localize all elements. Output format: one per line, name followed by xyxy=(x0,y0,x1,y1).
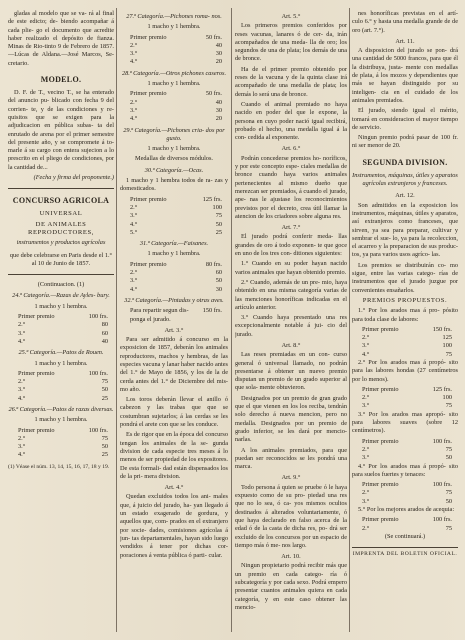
section-title: SEGUNDA DIVISION. xyxy=(362,157,448,167)
prize-value: 40 xyxy=(215,98,222,106)
prize-label: 4.° xyxy=(362,350,370,358)
imprint: IMPRENTA DEL BOLETIN OFICIAL. xyxy=(352,547,458,558)
prize-label: 3.° xyxy=(18,386,26,394)
concurso-title: CONCURSO AGRICOLA xyxy=(12,196,110,206)
prize-row xyxy=(362,489,458,497)
column-4 xyxy=(352,10,458,630)
prize-row xyxy=(18,338,114,346)
prize-row xyxy=(18,451,114,459)
prize-label: Primer premio xyxy=(18,426,55,434)
prize-row xyxy=(130,269,228,277)
prize-value: 50 frs. xyxy=(205,90,222,98)
article-heading: Art. 12. xyxy=(395,192,415,200)
article-heading: Art. 3.° xyxy=(164,326,184,334)
prize-row xyxy=(130,107,228,115)
prize-row xyxy=(130,58,228,66)
article-heading: Art. 6.° xyxy=(281,145,301,153)
prize-value: 80 frs. xyxy=(205,260,222,268)
prize-heading: 2.° Por los arados mas á propó- sito para las labores hondas (27 centímetros por lo menos). xyxy=(352,358,458,383)
article-text: Es de rigor que en la época del concurso tengan los animales de la se- gunda division de cada especie tres meses á lo menos de ser propiedad de los expositores. De esta formali- dad están dispensados los de la pri- mera division. xyxy=(120,431,228,480)
divider xyxy=(8,274,114,275)
prize-row xyxy=(362,525,458,533)
prize-label: 4.° xyxy=(130,58,138,66)
prize-label: 3.° xyxy=(130,212,138,220)
category-heading: 25.ª Categoría.—Patos de Rouen. xyxy=(18,349,104,357)
article-text: El jurado, siendo igual el mérito, tomará en consideracion el mayor tiempo de servicio. xyxy=(352,107,458,131)
prize-row xyxy=(130,204,228,212)
category-heading: 29.ª Categoría.—Pichones cria- dos por gusto. xyxy=(123,126,225,142)
prize-value: 100 xyxy=(212,203,222,211)
prize-row xyxy=(18,313,114,321)
prize-value: 50 xyxy=(215,277,222,285)
prize-list xyxy=(352,516,458,533)
prize-row xyxy=(362,326,458,334)
prize-value: 50 xyxy=(101,386,108,394)
prize-row xyxy=(130,286,228,294)
article-text: Ningun propietario podrá recibir más que un premio en cada catego- ría ó subcategoría y por cada sexo. Podrá empero presentar cuantos animales quiera en cada categoría, y en este caso obtener las mencio- xyxy=(235,562,347,611)
prize-row xyxy=(130,196,228,204)
prizes-title: PREMIOS PROPUESTOS. xyxy=(362,296,448,304)
prize-row xyxy=(130,42,228,50)
footnote: (1) Véase el núm. 13, 14, 15, 16, 17, 18 y 19. xyxy=(8,463,110,470)
prize-label: 3.° xyxy=(130,277,138,285)
prize-value: 60 xyxy=(101,329,108,337)
column-2 xyxy=(120,10,228,630)
column-rule xyxy=(349,8,350,632)
prize-value: 25 xyxy=(215,228,222,236)
prize-label: 2.° xyxy=(130,98,138,106)
prize-row xyxy=(18,395,114,403)
prize-value: 50 xyxy=(445,454,452,462)
prize-value: 20 xyxy=(215,58,222,66)
article-text: Ningun premio podrá pasar de 100 fr. ni ser menor de 20. xyxy=(352,134,458,150)
prize-label: Primer premio xyxy=(362,481,399,489)
prize-value: 100 frs. xyxy=(432,437,452,445)
column-rule xyxy=(116,8,117,632)
prize-value: 30 xyxy=(215,50,222,58)
prize-label: Primer premio xyxy=(18,369,55,377)
prize-label: 2.° xyxy=(130,269,138,277)
category-note: Medallas de diversos módulos. xyxy=(134,155,213,163)
prize-list xyxy=(120,261,228,294)
prize-value: 50 frs. xyxy=(205,33,222,41)
category-sub: 1 macho y 1 hembra. xyxy=(147,145,201,153)
prize-row xyxy=(18,378,114,386)
prize-value: 80 xyxy=(101,321,108,329)
model-title: MODELO. xyxy=(40,75,82,85)
prize-value: 75 xyxy=(445,524,452,532)
prize-list xyxy=(120,90,228,123)
article-text: Ha de el primer premio obtenido por reses de la vacuna y de la quinta clase irá acompañado de una medalla de plata; los demás lo será una de bronce. xyxy=(235,65,347,98)
prize-row xyxy=(362,342,458,350)
article-heading: Art. 9.° xyxy=(281,474,301,482)
prize-heading: 4.° Por los arados mas á propó- sito para suelos fuertes y tenaces: xyxy=(352,462,458,478)
prize-value: 125 frs. xyxy=(202,195,222,203)
prize-heading: 3.° Por los arados mas apropó- sito para labores suaves (sobre 12 centímetros). xyxy=(352,410,458,435)
prize-list xyxy=(120,34,228,67)
prize-value: 125 frs. xyxy=(432,385,452,393)
prize-list xyxy=(352,326,458,359)
prize-list xyxy=(352,481,458,506)
prize-value: 100 frs. xyxy=(88,369,108,377)
prize-row xyxy=(362,386,458,394)
article-heading: Art. 4.° xyxy=(164,484,184,492)
prize-label: 2.° xyxy=(362,489,370,497)
article-heading: Art. 8.° xyxy=(281,341,301,349)
concurso-universal: UNIVERSAL xyxy=(39,210,83,218)
to-be-continued: (Se continuará.) xyxy=(384,532,426,540)
prize-list xyxy=(352,386,458,411)
prize-value: 100 xyxy=(442,394,452,402)
prize-label: 3.° xyxy=(18,443,26,451)
prize-row xyxy=(362,402,458,410)
section-subtitle: Instrumentos, máquinas, útiles y aparatos agrícolas extranjeros y franceses. xyxy=(352,171,458,188)
prize-row xyxy=(18,321,114,329)
prize-row xyxy=(18,443,114,451)
category-sub: 1 macho y 1 hembra. xyxy=(147,23,201,31)
prize-label: Primer premio xyxy=(130,195,167,203)
prize-label: 3.° xyxy=(362,497,370,505)
prize-row xyxy=(18,386,114,394)
prize-row xyxy=(18,370,114,378)
model-text: D. F. de T., vecino T., se ha enterado del anuncio pu- blicado con fecha 9 del corrien- te, y de las condiciones y re- quisitos que se exigen para la adjudicacion en pública subas- ta del enrutado de arena por el primer semestre del presente año, y se compromete á to- marle á su cargo con entera sujecion a lo prescrito en el pliego de condiciones, por la cantidad de... xyxy=(8,89,114,171)
prize-value: 100 frs. xyxy=(432,481,452,489)
prize-label: 3.° xyxy=(362,454,370,462)
article-text: 1.° Cuando en su poder hayan nacido varios animales que hayan obtenido premio. xyxy=(235,260,347,276)
prize-label: 2.° xyxy=(130,203,138,211)
category-heading: 32.ª Categoría.—Pintadas y otras aves. xyxy=(124,296,224,304)
category-sub: 1 macho y 1 hembra. xyxy=(34,416,88,424)
category-heading: 31.ª Categoría.—Faisanes. xyxy=(139,240,209,248)
article-text: Son admitidos en la exposicion los instrumentos, máquinas, útiles y aparatos, así extranjeros como franceses, que sirven, ya sea para preparar, cultivar y sembrar el sue- lo, ya para la recoleccion, el acarreo y la preparacion de sus produc- tos, ya para varios usos agríco- las. xyxy=(352,201,458,259)
prize-label: Primer premio xyxy=(18,313,55,321)
prize-value: 40 xyxy=(101,337,108,345)
model-signature: (Fecha y firma del proponente.) xyxy=(33,174,114,182)
prize-list xyxy=(8,427,114,460)
prize-value: 40 xyxy=(215,41,222,49)
prize-value: 50 xyxy=(445,497,452,505)
article-text: nes honoríficas previstas en el artí- culo 6.° y hasta una medalla grande de de oro (art. 7.°). xyxy=(352,10,458,34)
prize-list xyxy=(352,438,458,463)
prize-label: 3.° xyxy=(362,342,370,350)
edict-closing: gladas al modelo que se va- rá al final de este edicto; de- biendo acompañar á cada plie- go el documento que acredite haber realizado el depósito de fianza. Minas de Rio-tinto 9 de Febrero de 1857.—Lúcas de Aldana.—José Marcos, Se- cretario. xyxy=(8,10,114,67)
prize-label: 3.° xyxy=(362,402,370,410)
prize-label: Para repartir segun dis- ponga el jurado. xyxy=(130,307,189,323)
prize-label: Primer premio xyxy=(362,437,399,445)
prize-row xyxy=(130,34,228,42)
article-heading: Art. 11. xyxy=(395,37,415,45)
prize-value: 150 frs. xyxy=(432,325,452,333)
prize-row xyxy=(130,115,228,123)
article-text: Podrán concederse premios ho- noríficos, y por este concepto espe- ciales medallas de bronce cuando haya varios animales pertenecientes al mismo dueño que merezcan ser premiados, á cuando el jurado, ape- nas le ajustase los reconocimientos previstos por el decreto, crea útil llamar la atencion de los criadores sobre alguna res. xyxy=(235,154,347,220)
prize-label: 3.° xyxy=(18,329,26,337)
prize-value: 50 xyxy=(215,220,222,228)
article-text: Quedan excluidos todos los ani- males que, á juicio del jurado, ha- yan llegado á un estado exagerado de gordura, y aquellos que, com- prados en el extranjero por socie- dades, comisiones agrícolas á jun- tas departamentales, hayan sido luego vendidos á tener por dichas cor- poraciones á venta pública ó parti- cular. xyxy=(120,493,228,559)
prize-label: 2.° xyxy=(18,321,26,329)
prize-label: 4.° xyxy=(18,451,26,459)
category-sub: 1 macho y 1 hembra. xyxy=(34,302,88,310)
prize-row xyxy=(362,446,458,454)
prize-value: 100 frs. xyxy=(88,426,108,434)
prize-row xyxy=(130,229,228,237)
article-heading: Art. 5.° xyxy=(281,13,301,20)
prize-value: 75 xyxy=(445,489,452,497)
prize-list xyxy=(8,370,114,403)
article-text: 2.° Cuando, además de un pre- mio, haya obtenido en una misma categoría varias de las menciones honoríficas indicadas en el artículo anterior. xyxy=(235,278,347,311)
concurso-animals: DE ANIMALES REPRODUCTORES, xyxy=(28,220,94,236)
article-text: Todo persona á quien se pruebe ó le haya expuesto como de su pro- piedad una res que no lo sea, ó ca- yos mismos ocultos destinados á alterados voluntariamente, ó que haya declarado en falso acerca de la edad ó de la casta de dicha res, po- drá ser excluido de los concursos por un espacio de tiempo más ó me- nos largo. xyxy=(235,483,347,549)
prize-label: 3.° xyxy=(130,50,138,58)
prize-label: 4.° xyxy=(18,394,26,402)
article-heading: Art. 7.° xyxy=(281,224,301,232)
prize-list xyxy=(8,313,114,346)
article-text: Para ser admitido á concurso en la exposicion de 1857, deberán los animales reproductores, machos y hembras, de las especies vacuna y lanar haber nacido antes del 1.° de Mayo de 1856, y los de la de cerda antes del 1.° de Diciembre del mis- mo año. xyxy=(120,336,228,393)
prize-label: 4.° xyxy=(130,285,138,293)
column-rule xyxy=(231,8,232,632)
article-text: El jurado podrá conferir meda- llas grandes de oro á todo exponen- te que goce en uno de los tres con- ditiones siguientes: xyxy=(235,233,347,258)
category-sub: 1 macho y 1 hembra. xyxy=(147,250,201,258)
category-heading: 26.ª Categoría.—Patos de razas diversas. xyxy=(8,405,114,413)
prize-row xyxy=(18,427,114,435)
prize-label: 2.° xyxy=(18,434,26,442)
category-heading: 28.ª Categoría.—Otros pichones caseros. xyxy=(121,69,227,77)
prize-value: 60 xyxy=(215,269,222,277)
column-1 xyxy=(8,10,114,630)
article-text: Designados por un premio de gran grado que el que vienen en los los reciba, tendrán solo derecho á nueva mencion, pero no medalla. Designados por un premio de grado inferior, se les dará por mencio- narlas. xyxy=(235,394,347,444)
prize-label: 3.° xyxy=(130,106,138,114)
prize-label: 2.° xyxy=(362,524,370,532)
prize-row xyxy=(130,99,228,107)
prize-row xyxy=(362,438,458,446)
prize-row xyxy=(130,212,228,220)
prize-row xyxy=(362,498,458,506)
concurso-instruments: instrumentos y productos agrícolas xyxy=(16,239,106,247)
column-3 xyxy=(235,10,347,630)
prize-value: 20 xyxy=(215,115,222,123)
prize-row xyxy=(362,394,458,402)
article-text: Los primeros premios conferidos por reses vacunas, lanares ó de cer- da, irán acompañados de una meda- lla de oro; los segundos de una de plata; los demás de una de bronce. xyxy=(235,22,347,63)
prize-row xyxy=(130,90,228,98)
prize-row xyxy=(362,481,458,489)
article-heading: Art. 10. xyxy=(281,553,301,561)
category-text: 1 macho y 1 hembra todos de ra- zas y domesticados. xyxy=(120,177,228,193)
prize-label: 2.° xyxy=(362,394,370,402)
prize-value: 100 frs. xyxy=(432,516,452,524)
prize-heading: 1.° Por los arados mas á pro- pósito para toda clase de labores: xyxy=(352,307,458,323)
continuation-note: (Continuacion. (1) xyxy=(37,281,85,289)
prize-label: Primer premio xyxy=(130,33,167,41)
category-heading: 24.ª Categoría.—Razas de Ayles- bury. xyxy=(12,292,110,300)
article-text: 3.° Cuando haya presentado una res excepcionalmente notable á jui- cio del jurado. xyxy=(235,314,347,338)
prize-row xyxy=(130,221,228,229)
article-text: Las reses premiadas en un con- curso general ó universal llamado, no podrán presentarse á obtener un nuevo premio disputan un premio de un grado superior al que sola- mente obtuvieron. xyxy=(235,351,347,392)
prize-value: 75 xyxy=(445,445,452,453)
prize-value: 150 frs. xyxy=(202,307,222,315)
prize-value: 50 xyxy=(101,443,108,451)
prize-value: 75 xyxy=(215,212,222,220)
article-text: A disposicion del jurado se pon- drá una cantidad de 5000 francos, para que él la distribuya, justa- mente con medallas de plata, á los mozos y dependientes que más se hayan distinguido por su inteligen- cia en el cuidado de los animales premiados. xyxy=(352,47,458,104)
prize-label: 5.° xyxy=(130,228,138,236)
prize-heading: 5.° Por los mejores arados de acequia: xyxy=(358,506,455,514)
prize-value: 100 xyxy=(442,342,452,350)
prize-label: 4.° xyxy=(130,115,138,123)
prize-label: Primer premio xyxy=(130,260,167,268)
category-heading: 27.ª Categoría.—Pichones roma- nos. xyxy=(126,13,222,20)
prize-value: 100 frs. xyxy=(88,313,108,321)
prize-label: 2.° xyxy=(362,334,370,342)
prize-row xyxy=(130,307,228,324)
category-heading: 30.ª Categoría.—Ocas. xyxy=(144,166,204,174)
prize-label: Primer premio xyxy=(130,90,167,98)
article-text: Cuando el animal premiado no haya nacido en poder del que le expone, la persona en cuyo poder nació igual recibirá, probado el hecho, una medalla igual á la con- cedida al exponente. xyxy=(235,100,347,142)
prize-value: 75 xyxy=(101,434,108,442)
prize-value: 75 xyxy=(101,378,108,386)
prize-value: 75 xyxy=(445,402,452,410)
prize-value: 125 xyxy=(442,334,452,342)
category-sub: 1 macho y 1 hembra. xyxy=(34,359,88,367)
divider xyxy=(8,188,114,189)
prize-row xyxy=(362,454,458,462)
prize-row xyxy=(18,330,114,338)
prize-value: 30 xyxy=(215,285,222,293)
prize-label: 2.° xyxy=(130,41,138,49)
prize-label: Primer premio xyxy=(362,516,399,524)
article-text: Los premios se distribuirán co- mo sigue, entre las varias catego- rías de instrumentos que el jurado juzgue por convenientes ensañarlos. xyxy=(352,261,458,294)
prize-value: 30 xyxy=(215,106,222,114)
prize-label: 4.° xyxy=(130,220,138,228)
article-text: A los animales premiados, para que puedan ser reconocidos se les pondrá una marca. xyxy=(235,446,347,471)
prize-label: 2.° xyxy=(18,378,26,386)
prize-label: Primer premio xyxy=(362,385,399,393)
prize-row xyxy=(362,516,458,524)
prize-row xyxy=(362,334,458,342)
prize-value: 25 xyxy=(101,451,108,459)
prize-list xyxy=(120,196,228,237)
prize-row xyxy=(130,50,228,58)
category-sub: 1 macho y 1 hembra. xyxy=(147,80,201,88)
prize-row xyxy=(130,261,228,269)
prize-row xyxy=(130,277,228,285)
prize-label: Primer premio xyxy=(362,325,399,333)
prize-label: 4.° xyxy=(18,337,26,345)
prize-row xyxy=(362,351,458,359)
prize-value: 75 xyxy=(445,350,452,358)
article-text: Los toros deberán llevar el anillo ó cabezon y las trabas que que se costumbran sujetarlos; á las cerdas se les pondrá el arete con que se les conduce. xyxy=(120,396,228,429)
prize-row xyxy=(18,435,114,443)
prize-value: 25 xyxy=(101,394,108,402)
concurso-held: que debe celebrarse en Paris desde el 1.° al 10 de Junio de 1857. xyxy=(9,251,113,267)
prize-label: 2.° xyxy=(362,445,370,453)
